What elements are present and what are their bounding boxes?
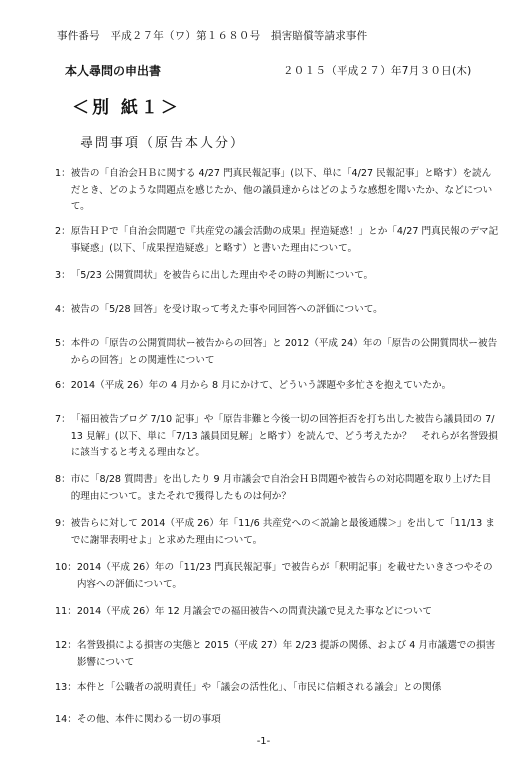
question-text: 名誉毀損による損害の実態と 2015（平成 27）年 2/23 提訴の関係、および 4 月市議選での損害影響について [76,640,496,668]
question-text: 被告の「自治会ＨＢに関する 4/27 門真民報記事」(以下、単に「4/27 民報記事」と略す）を読んだとき、どのような問題点を感じたか、他の議員達からはどのような感想を聞いたか、などについて。 [70,168,493,212]
question-item [55,336,500,369]
section-heading: 尋問事項（原告本人分） [80,136,246,151]
question-item [55,472,500,505]
question-item [55,378,500,395]
question-number: 5： [55,338,71,349]
case-number-line: 事件番号 平成２７年（ワ）第１６８０号 損害賠償等請求事件 [57,30,368,42]
question-number: 12： [55,640,77,651]
question-number: 6： [55,380,71,391]
question-item [55,412,500,462]
attachment-title: ＜別 紙１＞ [72,98,181,118]
question-text: 2014（平成 26）年の「11/23 門真民報記事」で被告らが「釈明記事」を載せたいきさつやその内容への評価について。 [76,562,493,590]
question-text: 市に「8/28 質問書」を出したり 9 月市議会で自治会ＨＢ問題や被告らの対応問題を取り上げた目的理由について。またそれで獲得したものは何か？ [70,474,492,502]
question-text: 被告らに対して 2014（平成 26）年「11/6 共産党への＜説諭と最後通牒＞」を出して「11/13 までに謝罪表明せよ」と求めた理由について。 [70,518,495,546]
question-number: 3： [55,270,71,281]
question-number: 4： [55,304,71,315]
question-text: 本件の「原告の公開質問状ー被告からの回答」と 2012（平成 24）年の「原告の公開質問状ー被告からの回答」との関連性について [70,338,498,366]
question-item [55,638,500,671]
question-text: その他、本件に関わる一切の事項 [76,714,221,725]
question-item [55,712,500,729]
question-item [55,560,500,593]
question-number: 8： [55,474,71,485]
question-item [55,166,500,216]
question-number: 9： [55,518,71,529]
question-item [55,680,500,697]
question-text: 2014（平成 26）年の 4 月から 8 月にかけて、どういう課題や多忙さを抱えていたか。 [70,380,452,391]
question-text: 「福田被告ブログ 7/10 記事」や「原告非難と今後一切の回答拒否を打ち出した被告ら議員団の 7/13 見解」(以下、単に「7/13 議員団見解」と略す）を読んで、どう考えたか？ それらが名誉毀損に該当すると考える理由など。 [70,414,498,458]
question-number: 13： [55,682,77,693]
question-text: 2014（平成 26）年 12 月議会での福田被告への問責決議で見えた事などについて [76,606,433,617]
question-text: 被告の「5/28 回答」を受け取って考えた事や同回答への評価について。 [70,304,383,315]
document-date: ２０１５（平成２７）年7月３０日(木) [283,65,472,77]
question-item [55,516,500,549]
question-number: 10： [55,562,77,573]
question-number: 7： [55,414,71,425]
question-item [55,224,500,257]
question-number: 1： [55,168,71,179]
question-item [55,268,500,285]
question-text: 原告ＨＰで「自治会問題で『共産党の議会活動の成果』捏造疑惑！」とか「4/27 門真民報のデマ記事疑惑」(以下、「成果捏造疑惑」と略す）と書いた理由について。 [70,226,499,254]
question-number: 14： [55,714,77,725]
question-text: 本件と「公職者の説明責任」や「議会の活性化」、「市民に信頼される議会」との関係 [76,682,442,693]
document-title: 本人尋問の申出書 [65,64,162,78]
question-number: 11： [55,606,77,617]
question-item [55,302,500,319]
page-number: -1- [256,736,271,747]
question-item [55,604,500,621]
question-text: 「5/23 公開質問状」を被告らに出した理由やその時の判断について。 [70,270,374,281]
question-number: 2： [55,226,71,237]
